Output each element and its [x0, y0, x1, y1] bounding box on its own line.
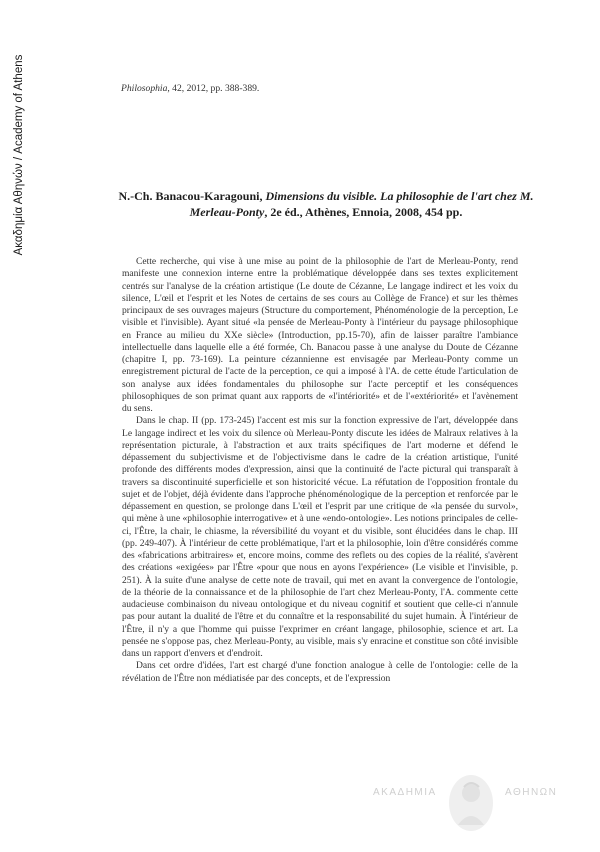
- review-title: [116, 188, 536, 220]
- paragraph-3: Dans cet ordre d'idées, l'art est chargé d'une fonction analogue à celle de l'ontologie: celle de la révélation de l'Être non médiatisée par des concepts, et de l'expression: [122, 660, 518, 684]
- book-title: Dimensions du visible. La philosophie de l'art chez M. Merleau-Ponty: [189, 189, 534, 219]
- book-author: N.-Ch. Banacou-Karagouni: [118, 189, 260, 203]
- title-separator: ,: [259, 189, 266, 203]
- paragraph-1: Cette recherche, qui vise à une mise au point de la philosophie de l'art de Merleau-Ponty, rend manifeste une connexion interne entre la problématique développée dans ses textes explicitement centrés sur l'analyse de la création artistique (Le doute de Cézanne, Le langage indirect et les voix du silence, L'œil et l'esprit et les Notes de certains de ses cours au Collège de France) et sur les thèmes principaux de ses ouvrages majeurs (Structure du comportement, Phénoménologie de la perception, Le visible et l'invisible). Ayant situé «la pensée de Merleau-Ponty à l'intérieur du paysage philosophique en France au milieu du XXe siècle» (Introduction, pp.15-70), afin de laisser paraître l'ambiance intellectuelle dans laquelle elle a été formée, Ch. Banacou passe à une analyse du Doute de Cézanne (chapitre I, pp. 73-169). La peinture cézannienne est envisagée par Merleau-Ponty comme un enregistrement pictural de l'acte de la perception, ce qui a imposé à l'A. de cette étude l'articulation de son analyse aux idées fondamentales du philosophe sur l'acte perceptif et les conséquences philosophiques de son primat quant aux rapports de «l'intériorité» et de l'«extériorité» et l'avènement du sens.: [122, 256, 518, 414]
- review-body: [122, 256, 518, 685]
- journal-details: , 42, 2012, pp. 388-389.: [167, 83, 260, 94]
- archive-label-text: Ακαδημία Αθηνών / Academy of Athens: [13, 54, 25, 256]
- watermark-text-left: ΑΚΑΔΗΜΙΑ: [373, 787, 437, 798]
- book-edition: , 2e éd., Athènes, Ennoia, 2008, 454 pp.: [264, 205, 463, 219]
- paragraph-2: Dans le chap. II (pp. 173-245) l'accent est mis sur la fonction expressive de l'art, développée dans Le langage indirect et les voix du silence où Merleau-Ponty discute les idées de Malraux relatives à la représentation picturale, à l'abstraction et aux traits spécifiques de l'art moderne et défend le dépassement du subjectivisme et de l'objectivisme dans le cadre de la création artistique, l'unité profonde des différents modes d'expression, ainsi que la continuité de l'acte pictural qui transparaît à travers sa discontinuité superficielle et son historicité vécue. La réfutation de l'opposition frontale du sujet et de l'objet, déjà évidente dans l'approche phénoménologique de la perception et renforcée par le dépassement en question, se prolonge dans L'œil et l'esprit par une critique de «la pensée du survol», qui mène à une «philosophie interrogative» et à une «endo-ontologie». Les notions principales de celle-ci, l'Être, la chair, le chiasme, la réversibilité du voyant et du visible, sont élucidées dans le chap. III (pp. 249-407). À l'intérieur de cette problématique, l'art et la philosophie, loin d'être considérés comme des «fabrications arbitraires» et, encore moins, comme des reflets ou des copies de la réalité, s'avèrent des créations «exigées» par l'Être «pour que nous en ayons l'expérience» (Le visible et l'invisible, p. 251). À la suite d'une analyse de cette note de travail, qui met en avant la convergence de l'ontologie, de la théorie de la connaissance et de la philosophie de l'art chez Merleau-Ponty, l'A. commente cette audacieuse combinaison du niveau ontologique et du niveau cognitif et soutient que celle-ci n'annule pas pour autant la dualité de l'être et du connaître et la responsabilité du sujet humain. À l'intérieur de l'Être, il n'y a que l'homme qui puisse l'exprimer en créant langage, philosophie, science et art. La pensée ne s'oppose pas, chez Merleau-Ponty, au visible, mais s'y enracine et constitue son côté invisible dans un rapport d'envers et d'endroit.: [122, 415, 518, 659]
- academy-seal-watermark: [446, 773, 496, 833]
- journal-reference: [121, 83, 259, 94]
- archive-side-label: [9, 45, 29, 265]
- journal-name: Philosophia: [121, 83, 168, 94]
- watermark-text-right: ΑΘΗΝΩΝ: [505, 787, 558, 798]
